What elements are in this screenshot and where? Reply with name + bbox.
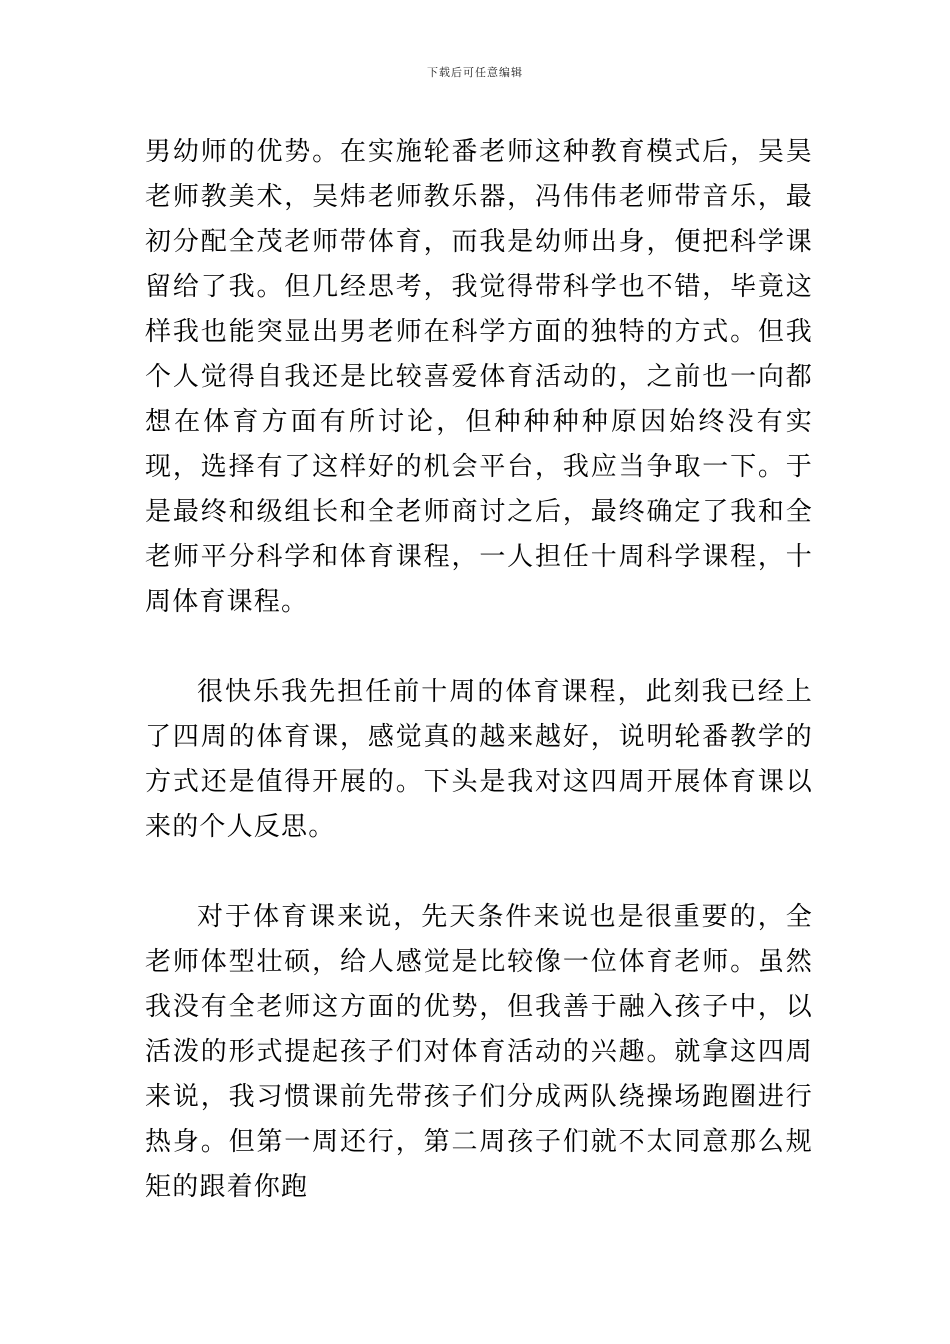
paragraph-1: 男幼师的优势。在实施轮番老师这种教育模式后，吴昊老师教美术，吴炜老师教乐器，冯伟伟老师带音乐，最初分配全茂老师带体育，而我是幼师出身，便把科学课留给了我。但几经思考，我觉得带科学也不错，毕竟这样我也能突显出男老师在科学方面的独特的方式。但我个人觉得自我还是比较喜爱体育活动的，之前也一向都想在体育方面有所讨论，但种种种种原因始终没有实现，选择有了这样好的机会平台，我应当争取一下。于是最终和级组长和全老师商讨之后，最终确定了我和全老师平分科学和体育课程，一人担任十周科学课程，十周体育课程。 [145,137,813,617]
paragraph-2: 很快乐我先担任前十周的体育课程，此刻我已经上了四周的体育课，感觉真的越来越好，说明轮番教学的方式还是值得开展的。下头是我对这四周开展体育课以来的个人反思。 [145,677,813,842]
paragraph-spacer [145,625,813,670]
paragraph-3: 对于体育课来说，先天条件来说也是很重要的，全老师体型壮硕，给人感觉是比较像一位体育老师。虽然我没有全老师这方面的优势，但我善于融入孩子中，以活泼的形式提起孩子们对体育活动的兴趣。就拿这四周来说，我习惯课前先带孩子们分成两队绕操场跑圈进行热身。但第一周还行，第二周孩子们就不太同意那么规矩的跟着你跑 [145,902,813,1202]
page-header: 下载后可任意编辑 [427,66,523,79]
paragraph-spacer [145,850,813,895]
document-body [145,130,813,1210]
